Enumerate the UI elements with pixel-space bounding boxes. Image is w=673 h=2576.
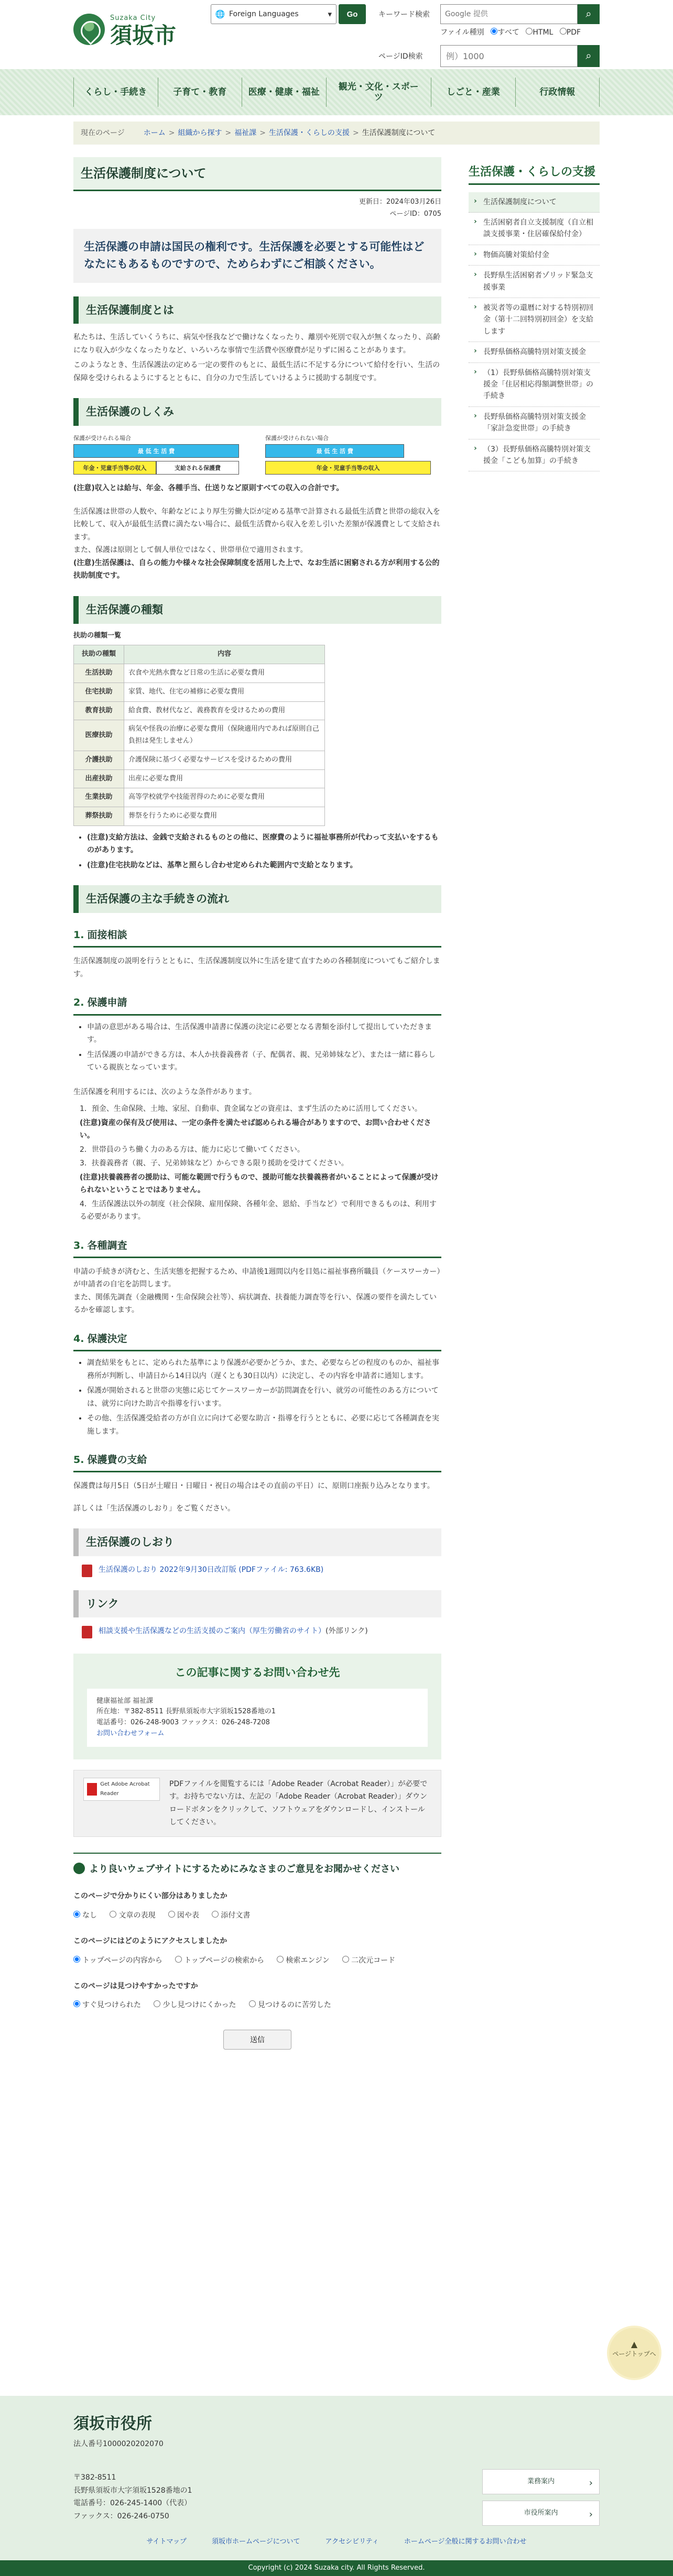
step-heading: 4. 保護決定 — [73, 1330, 441, 1351]
pageid-search-label: ページID検索 — [378, 52, 423, 61]
footer-link[interactable]: 須坂市ホームページについて — [212, 2538, 300, 2546]
contact-heading: この記事に関するお問い合わせ先 — [175, 1666, 340, 1679]
side-nav-item[interactable]: › 長野県価格高騰特別対策支援金 — [469, 342, 600, 362]
gnav-item[interactable]: くらし・手続き — [73, 78, 158, 107]
filetype-selector — [440, 26, 585, 39]
survey-option[interactable]: すぐ見つけられた — [73, 2001, 141, 2009]
side-nav — [469, 164, 600, 471]
step-heading: 5. 保護費の支給 — [73, 1451, 441, 1472]
diagram-income-bar: 年金・児童手当等の収入 — [73, 461, 156, 475]
list-item: 1．預金、生命保険、土地、家屋、自動車、貴金属などの資産は、まず生活のために活用してください。 — [80, 1105, 422, 1114]
survey-icon — [73, 1863, 85, 1874]
list-item: • その他、生活保護受給者の方が自立に向けて必要な助言・指導を行うとともに、必要に応じて各種調査を実施します。 — [87, 1412, 441, 1438]
side-nav-item[interactable]: › （1）長野県価格高騰特別対策支援金「住居相応得額調整世帯」の手続き — [469, 363, 600, 407]
diagram-income-bar: 年金・児童手当等の収入 — [265, 461, 431, 475]
filetype-label: ファイル種別 — [440, 28, 484, 37]
side-nav-item[interactable]: › 生活困窮者自立支援制度（自立相談支援事業・住居確保給付金） — [469, 213, 600, 245]
table-row: 出産扶助 出産に必要な費用 — [74, 769, 325, 788]
aid-notes — [73, 831, 441, 872]
gnav-item[interactable]: 行政情報 — [515, 78, 600, 107]
page-top-button[interactable]: ▲ ページトップへ — [609, 2328, 659, 2378]
language-go-button[interactable]: Go — [339, 4, 366, 24]
paragraph: また、保護は原則として個人単位ではなく、世帯単位で適用されます。 — [73, 546, 308, 555]
diagram-caption: 保護が受けられない場合 — [265, 435, 329, 442]
site-header — [0, 0, 673, 69]
survey-question: このページで分かりにくい部分はありましたか — [73, 1892, 227, 1901]
section-heading: 生活保護のしくみ — [73, 398, 441, 426]
list-item: (注意)資産の保有及び使用は、一定の条件を満たせば認められる場合がありますので、お問い合わせください。 — [80, 1118, 431, 1140]
gnav-item[interactable]: 観光・文化・スポーツ — [326, 78, 431, 107]
external-link-row — [73, 1625, 441, 1638]
survey-option[interactable]: 図や表 — [168, 1911, 199, 1920]
side-nav-item[interactable]: › 生活保護制度について — [469, 192, 600, 213]
section-heading: 生活保護制度とは — [73, 296, 441, 324]
list-item: • 保護が開始されると世帯の実態に応じてケースワーカーが訪問調査を行い、就労の可能性のある方については、就労に向けた助言や指導を行います。 — [87, 1384, 441, 1410]
gnav-item[interactable]: しごと・産業 — [431, 78, 515, 107]
section-heading: 生活保護の種類 — [73, 596, 441, 624]
diagram-caption: 保護が受けられる場合 — [73, 435, 131, 442]
section-heading: リンク — [73, 1590, 441, 1618]
logo-english: Suzaka City — [110, 14, 156, 22]
filetype-pdf[interactable]: PDF — [560, 28, 585, 37]
contact-box — [73, 1654, 441, 1759]
adobe-notice-text: PDFファイルを閲覧するには「Adobe Reader（Acrobat Reader）」が必要です。お持ちでない方は、左記の「Adobe Reader（Acrobat Reader）」ダウンロードボタンをクリックして、ソフトウェアをダウンロードし、インストールしてください。 — [169, 1779, 428, 1827]
list-item: 3．扶養義務者（親、子、兄弟姉妹など）からできる限り援助を受けてください。 — [80, 1159, 349, 1168]
side-nav-item[interactable]: › 被災者等の還暦に対する特別初回金（第十二回特別初回金）を支給します — [469, 298, 600, 342]
table-row: 住宅扶助 家賃、地代、住宅の補修に必要な費用 — [74, 682, 325, 701]
survey-option[interactable]: 文章の表現 — [110, 1911, 155, 1920]
table-row: 医療扶助 病気や怪我の治療に必要な費用（保険適用内であれば原則自己負担は発生しません） — [74, 720, 325, 751]
step-bullets — [73, 1021, 441, 1074]
gnav-item[interactable]: 医療・健康・福祉 — [242, 78, 326, 107]
mechanism-diagram — [73, 433, 441, 475]
arrow-up-icon: ▲ — [631, 2339, 638, 2349]
keyword-search-button[interactable] — [578, 4, 600, 24]
paragraph: 申請の手続きが済むと、生活実態を把握するため、申請後1週間以内を目処に福祉事務所職員（ケースワーカー）が申請者の自宅を訪問します。 — [73, 1267, 441, 1289]
side-nav-item[interactable]: › 物価高騰対策給付金 — [469, 245, 600, 266]
adobe-icon — [87, 1783, 97, 1796]
globe-icon: 🌐 — [215, 9, 225, 19]
logo-japanese: 須坂市 — [110, 22, 177, 48]
side-nav-item[interactable]: › 長野県生活困窮者ゾリッド緊急支援事業 — [469, 266, 600, 298]
contact-line: 所在地：〒382-8511 長野県須坂市大字須坂1528番地の1 — [96, 1708, 276, 1716]
city-emblem-icon — [73, 14, 105, 45]
step-heading: 1. 面接相談 — [73, 927, 441, 948]
search-icon: ⌕ — [585, 8, 592, 20]
list-item: • (注意)支給方法は、金銭で支給されるものとの他に、医療費のように福祉事務所が代わって支払いをするものがあります。 — [87, 831, 441, 857]
survey-options — [73, 1999, 441, 2012]
updated-date: 更新日：2024年03月26日 — [359, 198, 441, 206]
external-link[interactable]: 相談支援や生活保護などの生活支援のご案内（厚生労働省のサイト） — [99, 1627, 326, 1636]
search-icon: ⌕ — [585, 50, 592, 62]
contact-line: 健康福祉部 福祉課 — [96, 1697, 154, 1705]
survey-options — [73, 1954, 441, 1967]
condition-list — [73, 1103, 441, 1224]
survey-option[interactable]: 少し見つけにくかった — [154, 2001, 236, 2009]
side-nav-heading[interactable]: 生活保護・くらしの支援 — [469, 164, 600, 185]
diagram-min-living-bar: 最 低 生 活 費 — [265, 444, 404, 458]
survey-heading: より良いウェブサイトにするためにみなさまのご意見をお聞かせください — [73, 1861, 441, 1878]
paragraph: また、関係先調査（金融機関・生命保険会社等）、病状調査、扶養能力調査等を行い、保護の要件を満たしているかを確認します。 — [73, 1293, 437, 1315]
step-heading: 2. 保護申請 — [73, 994, 441, 1015]
survey-option[interactable]: なし — [73, 1911, 97, 1920]
footer-cityhall-guide-button[interactable]: 市役所案内 › — [482, 2501, 600, 2526]
contact-form-link[interactable]: お問い合わせフォーム — [96, 1730, 165, 1738]
list-item: (注意)扶養義務者の援助は、可能な範囲で行うもので、援助可能な扶養義務者がいることによって保護が受けられないということではありません。 — [80, 1173, 439, 1195]
section-heading: 生活保護のしおり — [73, 1528, 441, 1556]
adobe-reader-notice — [73, 1770, 441, 1837]
page-meta — [73, 196, 441, 221]
footer-business-guide-button[interactable]: 業務案内 › — [482, 2469, 600, 2494]
paragraph: 生活保護を利用するには、次のような条件があります。 — [73, 1087, 256, 1096]
table-row: 教育扶助 給食費、教材代など、義務教育を受けるための費用 — [74, 701, 325, 720]
survey-option[interactable]: 見つけるのに苦労した — [249, 2001, 331, 2009]
keyword-search-input[interactable] — [440, 4, 578, 24]
survey-option[interactable]: 二次元コード — [342, 1956, 395, 1965]
pdf-link-row — [73, 1564, 441, 1577]
list-item: 2．世帯員のうち働く力のある方は、能力に応じて働いてください。 — [80, 1145, 305, 1154]
survey-option[interactable]: トップページの検索から — [175, 1956, 264, 1965]
table-row: 生活扶助 衣食や光熱水費など日常の生活に必要な費用 — [74, 664, 325, 683]
chevron-down-icon: ▾ — [328, 9, 332, 19]
survey-option[interactable]: 検索エンジン — [277, 1956, 329, 1965]
survey-option[interactable]: トップページの内容から — [73, 1956, 162, 1965]
footer-links — [73, 2536, 600, 2548]
breadcrumb-link[interactable]: 生活保護・くらしの支援 — [268, 128, 350, 137]
breadcrumb-current: 生活保護制度について — [362, 128, 436, 137]
filetype-html[interactable]: HTML — [526, 28, 557, 37]
survey-question: このページにはどのようにアクセスしましたか — [73, 1937, 227, 1946]
filetype-all[interactable]: すべて — [491, 28, 524, 37]
language-select[interactable] — [211, 4, 336, 24]
table-header: 内容 — [124, 645, 325, 664]
external-link-note: (外部リンク) — [325, 1627, 368, 1636]
survey-option[interactable]: 添付文書 — [212, 1911, 250, 1920]
paragraph: 詳しくは「生活保護のしおり」をご覧ください。 — [73, 1504, 235, 1513]
global-nav — [0, 69, 673, 115]
breadcrumb: 現在のページ ホーム > 組織から探す > 福祉課 > 生活保護・くらしの支援 > 生活保護制度について — [73, 122, 600, 145]
survey-options — [73, 1909, 441, 1922]
language-select-label: Foreign Languages — [229, 9, 299, 18]
site-footer — [0, 2396, 673, 2576]
lead-message: 生活保護の申請は国民の権利です。生活保護を必要とする可能性はどなたにもあるものですので、ためらわずにご相談ください。 — [73, 229, 441, 283]
page-title: 生活保護制度について — [73, 157, 441, 191]
breadcrumb-link[interactable]: ホーム — [143, 128, 166, 137]
footer-corp-number: 法人番号1000020202070 — [73, 2440, 164, 2448]
step-heading: 3. 各種調査 — [73, 1237, 441, 1258]
keyword-search-label: キーワード検索 — [378, 10, 430, 19]
diagram-aid-bar: 支給される保護費 — [156, 461, 239, 475]
page-id: ページID：0705 — [389, 210, 441, 218]
footer-link[interactable]: サイトマップ — [146, 2538, 187, 2546]
feedback-survey — [73, 1853, 441, 2050]
paragraph: このようなとき、生活保護法の定める一定の要件のもとに、最低生活に不足する分について給付を行い、生活の保障を受けられるようにするとともに、自分の力で生活していけるように援助する制度です。 — [73, 361, 440, 382]
note: (注意)生活保護は、自らの能力や様々な社会保障制度を活用した上で、なお生活に困窮される方が利用する公的扶助制度です。 — [73, 558, 440, 580]
contact-line: 電話番号：026-248-9003 ファックス：026-248-7208 — [96, 1719, 270, 1727]
step-bullets — [73, 1357, 441, 1438]
section-heading: 生活保護の主な手続きの流れ — [73, 885, 441, 913]
table-header: 扶助の種類 — [74, 645, 124, 664]
list-item: • (注意)住宅扶助などは、基準と照らし合わせ定められた範囲内で支給となります。 — [87, 859, 441, 872]
adobe-reader-download-button[interactable]: Get Adobe Acrobat Reader — [83, 1778, 160, 1801]
breadcrumb-link[interactable]: 福祉課 — [234, 128, 257, 137]
site-logo[interactable] — [73, 13, 176, 47]
survey-submit-button[interactable]: 送信 — [223, 2030, 291, 2050]
main-content — [73, 157, 441, 2050]
diagram-min-living-bar: 最 低 生 活 費 — [73, 444, 239, 458]
table-row: 生業扶助 高等学校就学や技能習得のために必要な費用 — [74, 788, 325, 807]
paragraph: 生活保護制度の説明を行うとともに、生活保護制度以外に生活を建て直すための各種制度についてもご紹介します。 — [73, 957, 440, 978]
table-caption: 扶助の種類一覧 — [73, 631, 122, 640]
list-item: • 生活保護の申請ができる方は、本人か扶養義務者（子、配偶者、親、兄弟姉妹など）、または一緒に暮らしている親族となっています。 — [87, 1049, 441, 1074]
breadcrumb-here: 現在のページ — [81, 128, 125, 137]
pageid-search-input[interactable] — [440, 45, 578, 67]
note: (注意)収入とは給与、年金、各種手当、仕送りなど原則すべての収入の合計です。 — [73, 484, 344, 493]
pageid-search-button[interactable] — [578, 45, 600, 67]
gnav-item[interactable]: 子育て・教育 — [158, 78, 242, 107]
list-item: 4．生活保護法以外の制度（社会保険、雇用保険、各種年金、恩給、手当など）で利用できるものは、利用する必要があります。 — [80, 1199, 437, 1221]
side-nav-item[interactable]: › 長野県価格高騰特別対策支援金「家計急変世帯」の手続き — [469, 407, 600, 439]
table-row: 介護扶助 介護保険に基づく必要なサービスを受けるための費用 — [74, 751, 325, 769]
aid-types-table — [73, 645, 325, 826]
footer-link[interactable]: ホームページ全般に関するお問い合わせ — [404, 2538, 527, 2546]
survey-question: このページは見つけやすかったですか — [73, 1981, 198, 1990]
breadcrumb-link[interactable]: 組織から探す — [178, 128, 222, 137]
pdf-download-link[interactable]: 生活保護のしおり 2022年9月30日改訂版 (PDFファイル: 763.6KB) — [99, 1566, 324, 1575]
side-nav-item[interactable]: › （3）長野県価格高騰特別対策支援金「こども加算」の手続き — [469, 439, 600, 472]
list-item: • 申請の意思がある場合は、生活保護申請書に保護の決定に必要となる書類を添付して提出していただきます。 — [87, 1021, 441, 1047]
copyright: Copyright (c) 2024 Suzaka city. All Rights Reserved. — [0, 2560, 673, 2576]
footer-org-name: 須坂市役所 — [73, 2415, 152, 2433]
list-item: • 調査結果をもとに、定められた基準により保護が必要かどうか、また、必要ならどの程度のものか、福祉事務所が判断し、申請日から14日以内（遅くとも30日以内）に決定し、その内容を申請者に通知します。 — [87, 1357, 441, 1382]
paragraph: 生活保護は世帯の人数や、年齢などにより厚生労働大臣が定める基準で計算される最低生活費と世帯の総収入を比較して、収入が最低生活費に満たない場合に、最低生活費から収入を差し引いた差額が保護費として支給されます。 — [73, 507, 440, 542]
footer-address: 〒382-8511 長野県須坂市大字須坂1528番地の1 電話番号：026-245-1400（代表） ファックス：026-246-0750 — [73, 2473, 192, 2520]
paragraph: 保護費は毎月5日（5日が土曜日・日曜日・祝日の場合はその直前の平日）に、原則口座振り込みとなります。 — [73, 1482, 435, 1491]
footer-link[interactable]: アクセシビリティ — [325, 2538, 379, 2546]
table-row: 葬祭扶助 葬祭を行うために必要な費用 — [74, 807, 325, 826]
paragraph: 私たちは、生活していくうちに、病気や怪我などで働けなくなったり、離別や死別で収入が無くなったり、高齢になり収入が少なくなったりなど、いろいろな事情で生活費や医療費が足りずに困ることがあります。 — [73, 333, 440, 355]
